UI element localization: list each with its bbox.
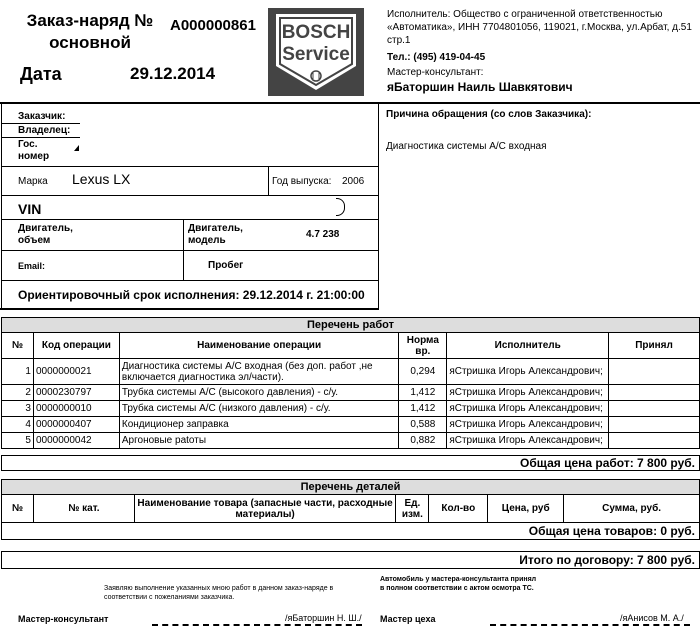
operation-name: Трубка системы А/С (низкого давления) - с/у. bbox=[119, 401, 398, 417]
logo-text-service: Service bbox=[282, 44, 350, 65]
divider bbox=[2, 219, 378, 220]
divider bbox=[2, 166, 378, 167]
row-number: 4 bbox=[2, 417, 34, 433]
engine-volume-label bbox=[18, 223, 73, 247]
date-value: 29.12.2014 bbox=[130, 64, 216, 83]
table-row bbox=[2, 433, 700, 449]
engine-volume-label-2: объем bbox=[18, 235, 51, 246]
col-header: Исполнитель bbox=[447, 333, 609, 359]
engine-model-label-1: Двигатель, bbox=[188, 223, 243, 234]
owner-label: Владелец: bbox=[18, 125, 71, 136]
divider bbox=[0, 308, 379, 310]
parts-total-box bbox=[1, 522, 700, 540]
operation-code: 0000000407 bbox=[33, 417, 119, 433]
parts-total: Общая цена товаров: 0 руб. bbox=[528, 524, 695, 538]
divider bbox=[2, 280, 378, 281]
accepted bbox=[609, 401, 700, 417]
norm-time: 1,412 bbox=[399, 385, 447, 401]
table-row bbox=[2, 359, 700, 385]
col-header: Наименование операции bbox=[119, 333, 398, 359]
row-number: 1 bbox=[2, 359, 34, 385]
col-header: Кол-во bbox=[429, 495, 488, 523]
divider bbox=[2, 250, 378, 251]
executor-info: Исполнитель: Общество с ограниченной ответственностью «Автоматика», ИНН 7704801056, 119021, г.Москва, ул.Арбат, д.51 стр.1 bbox=[387, 9, 692, 46]
brand-label: Марка bbox=[18, 176, 48, 187]
accepted bbox=[609, 359, 700, 385]
plate-label-2: номер bbox=[18, 151, 50, 162]
executor: яСтришка Игорь Александрович; bbox=[447, 359, 609, 385]
operation-code: 0000000021 bbox=[33, 359, 119, 385]
col-header: Ед. изм. bbox=[396, 495, 429, 523]
footer-shop-sign: /яАнисов М. А./ bbox=[620, 613, 684, 623]
col-header: Цена, руб bbox=[488, 495, 564, 523]
footer-master-label: Мастер-консультант bbox=[18, 614, 109, 624]
executor: яСтришка Игорь Александрович; bbox=[447, 417, 609, 433]
table-row bbox=[2, 401, 700, 417]
operation-name: Кондиционер заправка bbox=[119, 417, 398, 433]
operation-name: Аргоновые раtоты bbox=[119, 433, 398, 449]
order-title-line2: основной bbox=[49, 33, 131, 52]
col-header: Сумма, руб. bbox=[564, 495, 700, 523]
divider bbox=[378, 103, 379, 309]
master-name: яБаторшин Наиль Шавкятович bbox=[387, 80, 573, 94]
accepted bbox=[609, 385, 700, 401]
divider bbox=[2, 195, 378, 196]
acceptance-statement: Автомобиль у мастера-консультанта принял в полном соответствии с актом осмотра ТС. bbox=[380, 576, 537, 592]
operation-code: 0000230797 bbox=[33, 385, 119, 401]
parts-header-row bbox=[2, 495, 700, 523]
contract-total-box bbox=[1, 551, 700, 569]
works-section-title: Перечень работ bbox=[306, 319, 395, 331]
bosch-service-logo bbox=[268, 8, 364, 96]
executor: яСтришка Игорь Александрович; bbox=[447, 385, 609, 401]
works-total: Общая цена работ: 7 800 руб. bbox=[520, 456, 695, 470]
row-number: 3 bbox=[2, 401, 34, 417]
row-number: 2 bbox=[2, 385, 34, 401]
deadline-text: Ориентировочный срок исполнения: 29.12.2014 г. 21:00:00 bbox=[18, 288, 365, 302]
engine-model-value: 4.7 238 bbox=[306, 229, 340, 240]
brand-value: Lexus LX bbox=[72, 171, 131, 187]
customer-label: Заказчик: bbox=[18, 111, 66, 122]
parts-table bbox=[1, 494, 700, 523]
divider bbox=[1, 103, 2, 309]
divider bbox=[0, 102, 700, 104]
caret-icon bbox=[74, 145, 79, 151]
signature-line bbox=[152, 624, 362, 626]
vin-field-edge bbox=[336, 198, 345, 216]
operation-name: Диагностика системы А/С входная (без доп. работ ,не включается диагностика эл/части). bbox=[119, 359, 398, 385]
footer-shop-label: Мастер цеха bbox=[380, 614, 436, 624]
engine-model-label bbox=[188, 223, 243, 247]
operation-code: 0000000042 bbox=[33, 433, 119, 449]
col-header: Норма вр. bbox=[399, 333, 447, 359]
master-statement: Заявляю выполнение указанных мною работ в данном заказ-наряде в соответствии с пожеланиями заказчика. bbox=[104, 585, 334, 601]
order-number: A000000861 bbox=[170, 17, 256, 34]
email-label: Email: bbox=[18, 261, 46, 271]
mileage-label: Пробег bbox=[208, 260, 244, 271]
accepted bbox=[609, 417, 700, 433]
works-total-box bbox=[1, 455, 700, 471]
date-label: Дата bbox=[20, 64, 62, 84]
divider bbox=[2, 137, 80, 138]
order-title-line1: Заказ-наряд № bbox=[26, 11, 154, 30]
phone: Тел.: (495) 419-04-45 bbox=[387, 52, 486, 63]
col-header: № bbox=[2, 495, 34, 523]
plate-label bbox=[18, 139, 49, 163]
executor: яСтришка Игорь Александрович; bbox=[447, 401, 609, 417]
works-section-header bbox=[1, 317, 700, 333]
engine-volume-label-1: Двигатель, bbox=[18, 223, 73, 234]
master-label: Мастер-консультант: bbox=[387, 67, 484, 78]
order-title bbox=[20, 10, 160, 54]
col-header: Код операции bbox=[33, 333, 119, 359]
col-header: № кат. bbox=[33, 495, 134, 523]
reason-label: Причина обращения (со слов Заказчика): bbox=[386, 109, 592, 120]
norm-time: 0,294 bbox=[399, 359, 447, 385]
accepted bbox=[609, 433, 700, 449]
norm-time: 1,412 bbox=[399, 401, 447, 417]
operation-name: Трубка системы А/С (высокого давления) - с/у. bbox=[119, 385, 398, 401]
parts-section-header bbox=[1, 479, 700, 495]
table-row bbox=[2, 385, 700, 401]
table-row bbox=[2, 417, 700, 433]
executor: яСтришка Игорь Александрович; bbox=[447, 433, 609, 449]
reason-text: Диагностика системы А/С входная bbox=[386, 141, 547, 152]
col-header: Наименование товара (запасные части, расходные материалы) bbox=[134, 495, 396, 523]
operation-code: 0000000010 bbox=[33, 401, 119, 417]
year-label: Год выпуска: bbox=[272, 176, 332, 187]
divider bbox=[2, 123, 80, 124]
plate-label-1: Гос. bbox=[18, 139, 38, 150]
works-table bbox=[1, 332, 700, 449]
contract-total: Итого по договору: 7 800 руб. bbox=[519, 553, 695, 567]
parts-section-title: Перечень деталей bbox=[300, 481, 401, 493]
norm-time: 0,588 bbox=[399, 417, 447, 433]
col-header: № bbox=[2, 333, 34, 359]
norm-time: 0,882 bbox=[399, 433, 447, 449]
year-value: 2006 bbox=[342, 176, 365, 187]
signature-line bbox=[490, 624, 690, 626]
divider bbox=[268, 167, 269, 195]
works-header-row bbox=[2, 333, 700, 359]
logo-text-bosch: BOSCH bbox=[281, 22, 351, 43]
footer-master-sign: /яБаторшин Н. Ш./ bbox=[285, 613, 362, 623]
col-header: Принял bbox=[609, 333, 700, 359]
engine-model-label-2: модель bbox=[188, 235, 226, 246]
row-number: 5 bbox=[2, 433, 34, 449]
vin-label: VIN bbox=[18, 201, 42, 217]
